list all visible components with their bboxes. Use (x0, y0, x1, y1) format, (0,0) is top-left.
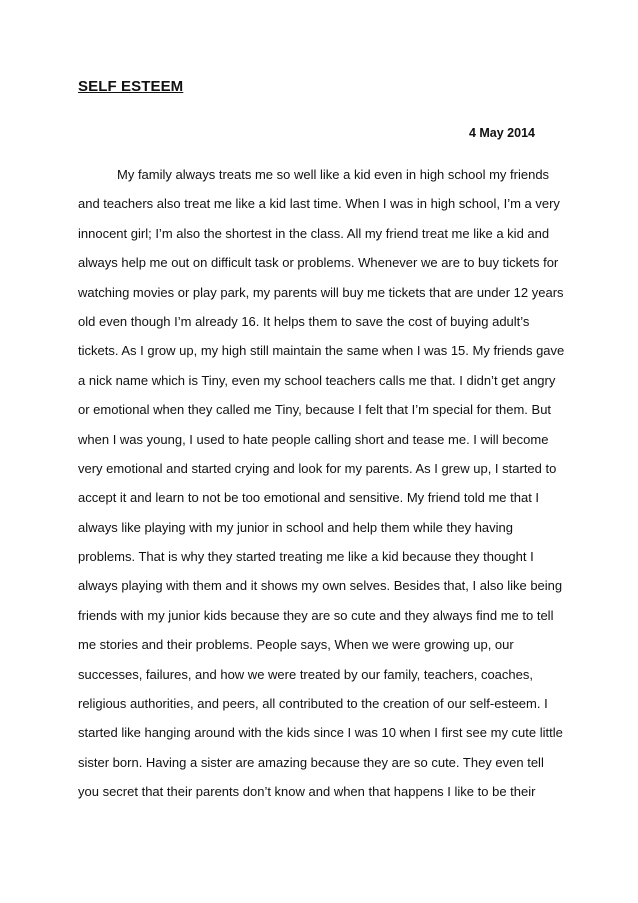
body-line: problems. That is why they started treating me like a kid because they thought I (78, 549, 534, 565)
body-line: tickets. As I grow up, my high still maintain the same when I was 15. My friends gave (78, 343, 565, 359)
body-line: and teachers also treat me like a kid last time. When I was in high school, I’m a very (78, 196, 560, 212)
body-line: when I was young, I used to hate people calling short and tease me. I will become (78, 431, 549, 447)
document-date: 4 May 2014 (468, 126, 535, 140)
body-line: religious authorities, and peers, all contributed to the creation of our self-esteem. I (78, 696, 548, 712)
body-line: watching movies or play park, my parents will buy me tickets that are under 12 years (78, 284, 564, 300)
body-line: me stories and their problems. People says, When we were growing up, our (78, 637, 514, 653)
body-line: innocent girl; I’m also the shortest in the class. All my friend treat me like a kid and (78, 225, 550, 241)
body-line: My family always treats me so well like a kid even in high school my friends (117, 167, 550, 182)
body-line: or emotional when they called me Tiny, because I felt that I’m special for them. But (78, 402, 552, 418)
body-line: you secret that their parents don’t know and when that happens I like to be their (78, 784, 536, 800)
body-line: always like playing with my junior in school and help them while they having (78, 519, 514, 535)
body-line: sister born. Having a sister are amazing because they are so cute. They even tell (78, 754, 544, 770)
body-line: always playing with them and it shows my own selves. Besides that, I also like being (78, 578, 563, 594)
body-line: old even though I’m already 16. It helps them to save the cost of buying adult’s (78, 313, 530, 329)
body-line: very emotional and started crying and look for my parents. As I grew up, I started to (78, 460, 557, 476)
body-line: a nick name which is Tiny, even my school teachers calls me that. I didn’t get angry (78, 372, 556, 388)
body-line: started like hanging around with the kids since I was 10 when I first see my cute little (78, 725, 563, 741)
document-title: SELF ESTEEM (78, 78, 184, 95)
body-line: always help me out on difficult task or problems. Whenever we are to buy tickets for (78, 255, 559, 271)
body-line: accept it and learn to not be too emotional and sensitive. My friend told me that I (78, 490, 540, 506)
body-line: successes, failures, and how we were treated by our family, teachers, coaches, (78, 666, 533, 682)
body-line: friends with my junior kids because they are so cute and they always find me to tell (78, 607, 554, 623)
document-body (78, 166, 565, 813)
